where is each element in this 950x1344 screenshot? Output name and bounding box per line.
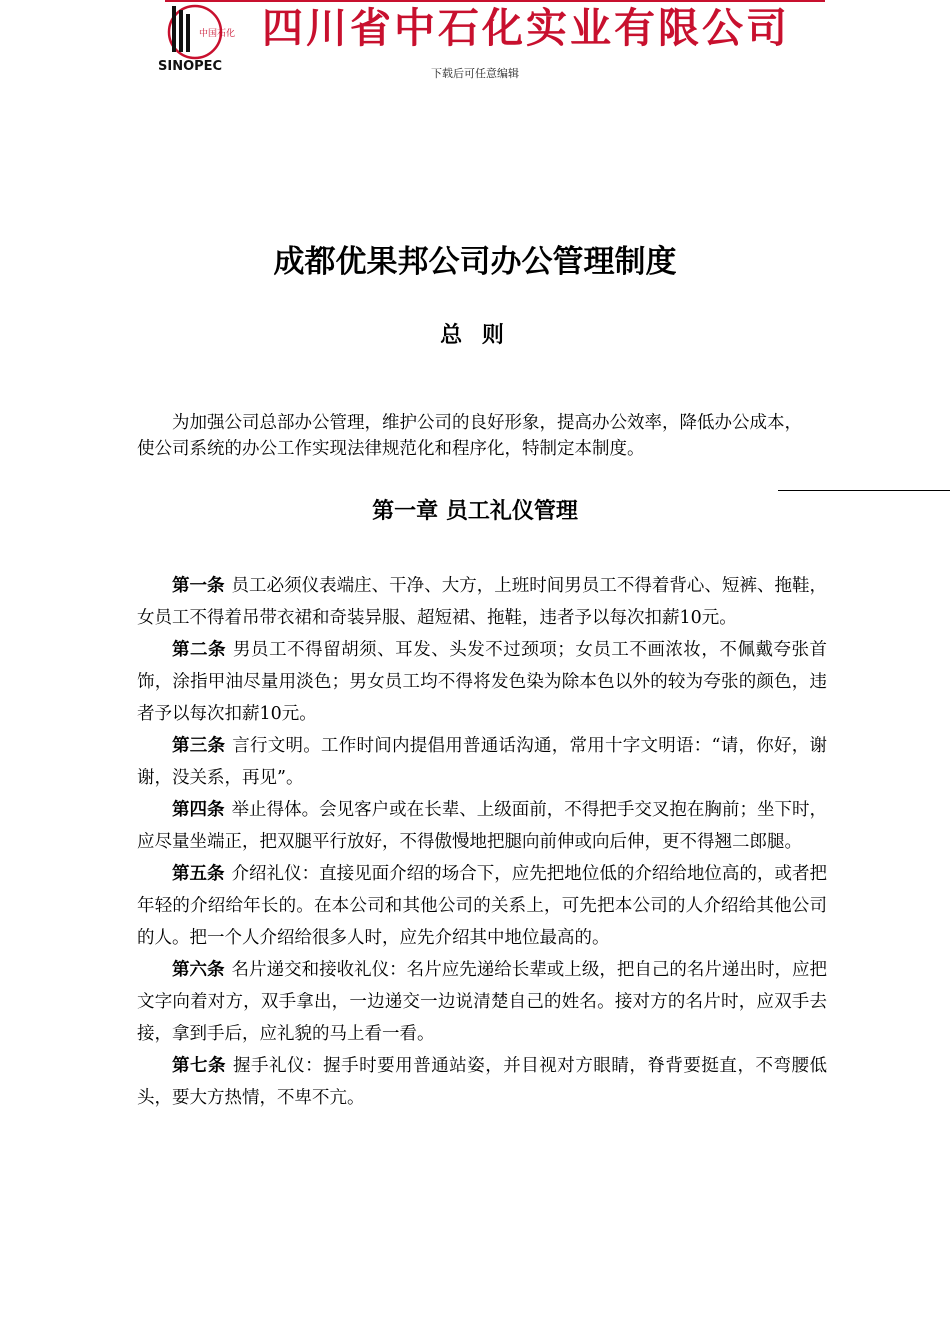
article-text: 举止得体。会见客户或在长辈、上级面前，不得把手交叉抱在胸前；坐下时，应尽量坐端正，把双腿平行放好，不得傲慢地把腿向前伸或向后伸，更不得翘二郎腿。 [137, 800, 828, 852]
article-4 [137, 794, 827, 858]
sinopec-logo [155, 2, 236, 74]
article-text: 握手礼仪：握手时要用普通站姿，并目视对方眼睛，脊背要挺直，不弯腰低头，要大方热情，不卑不亢。 [137, 1056, 828, 1108]
editable-note: 下载后可任意编辑 [431, 67, 519, 80]
article-number: 第五条 [172, 864, 225, 884]
article-1 [137, 570, 827, 634]
article-5 [137, 858, 827, 954]
article-number: 第六条 [172, 960, 225, 980]
margin-rule [778, 490, 950, 491]
article-7 [137, 1050, 827, 1114]
chapter-heading: 第一章 员工礼仪管理 [372, 499, 578, 524]
company-name: 四川省中石化实业有限公司 [262, 4, 790, 52]
logo-chinese-text: 中国石化 [199, 29, 236, 39]
article-text: 男员工不得留胡须、耳发、头发不过颈项；女员工不画浓妆，不佩戴夸张首饰，涂指甲油尽量用淡色；男女员工均不得将发色染为除本色以外的较为夸张的颜色，违者予以每次扣薪10元。 [137, 640, 828, 724]
article-2 [137, 634, 827, 730]
article-number: 第七条 [172, 1056, 227, 1076]
logo-brand-text: SINOPEC [158, 59, 223, 74]
general-heading: 总 则 [440, 323, 510, 348]
article-number: 第四条 [172, 800, 225, 820]
article-text: 名片递交和接收礼仪：名片应先递给长辈或上级，把自己的名片递出时，应把文字向着对方，双手拿出，一边递交一边说清楚自己的姓名。接对方的名片时，应双手去接，拿到手后，应礼貌的马上看一看。 [137, 960, 828, 1044]
document-title: 成都优果邦公司办公管理制度 [273, 244, 677, 280]
article-number: 第三条 [172, 736, 226, 756]
article-number: 第二条 [172, 640, 227, 660]
article-text: 介绍礼仪：直接见面介绍的场合下，应先把地位低的介绍给地位高的，或者把年轻的介绍给年长的。在本公司和其他公司的关系上，可先把本公司的人介绍给其他公司的人。把一个人介绍给很多人时，应先介绍其中地位最高的。 [137, 864, 828, 948]
header-top-rule [165, 0, 825, 2]
article-3 [137, 730, 827, 794]
article-6 [137, 954, 827, 1050]
article-text: 言行文明。工作时间内提倡用普通话沟通，常用十字文明语：“请，你好，谢谢，没关系，再见”。 [137, 736, 828, 788]
article-text: 员工必须仪表端庄、干净、大方，上班时间男员工不得着背心、短裤、拖鞋，女员工不得着吊带衣裙和奇装异服、超短裙、拖鞋，违者予以每次扣薪10元。 [137, 576, 828, 628]
article-list [137, 570, 827, 1114]
intro-paragraph: 为加强公司总部办公管理，维护公司的良好形象，提高办公效率，降低办公成本，使公司系统的办公工作实现法律规范化和程序化，特制定本制度。 [137, 413, 802, 459]
article-number: 第一条 [172, 576, 225, 596]
